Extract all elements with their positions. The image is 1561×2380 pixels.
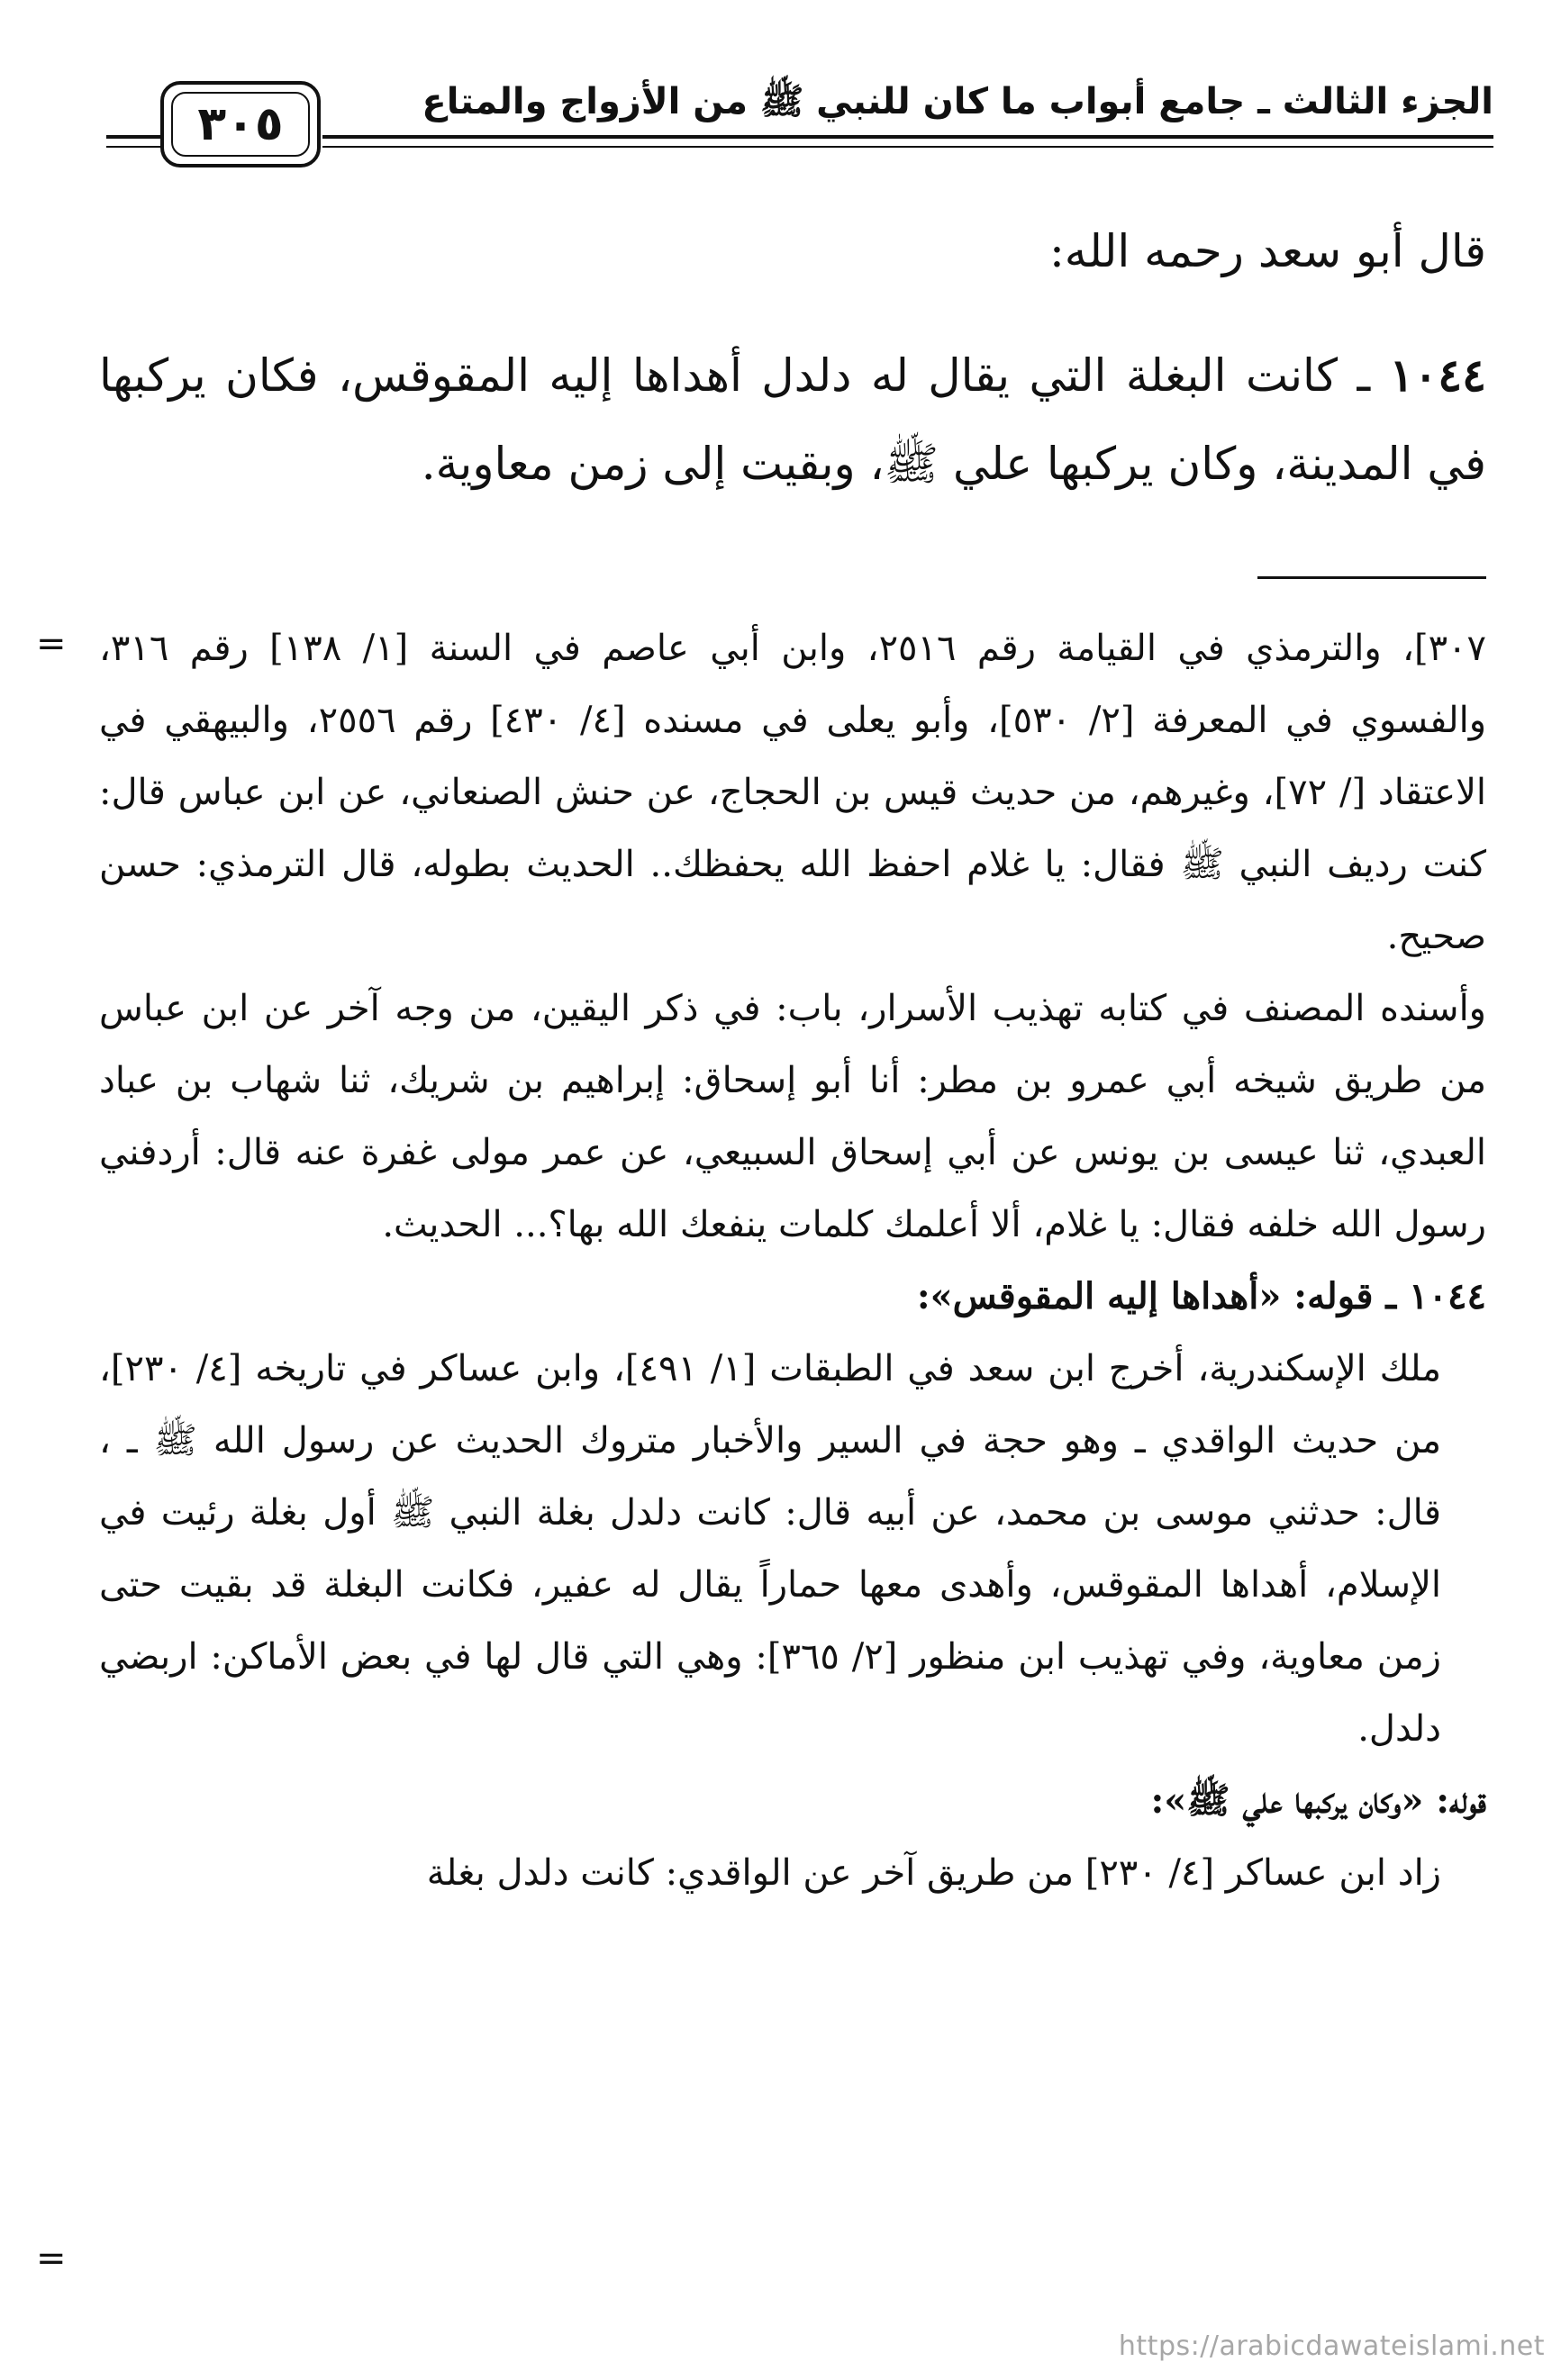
continuation-mark: = [36, 2238, 67, 2279]
header-rule [106, 146, 160, 148]
footnote-heading: قوله: «وكان يركبها علي ﷺ»: [1150, 1779, 1486, 1822]
footnote-separator [1257, 576, 1486, 579]
header-rule [322, 135, 1493, 139]
footnote-block: وأسنده المصنف في كتابه تهذيب الأسرار، باب: في ذكر اليقين، من وجه آخر عن ابن عباس من طريق شيخه أبي عمرو بن مطر: أنا أبو إسحاق: إبراهيم بن شريك، ثنا شهاب بن عباد العبدي، ثنا عيسى بن يونس عن أبي إسحاق السبيعي، عن عمر مولى غفرة عنه قال: أردفني رسول الله خلفه فقال: يا غلام، ألا أعلمك كلمات ينفعك الله بها؟... الحديث. [99, 988, 1486, 1245]
header-rule [106, 135, 160, 139]
footnote-block: ٣٠٧]، والترمذي في القيامة رقم ٢٥١٦، وابن أبي عاصم في السنة [١/ ١٣٨] رقم ٣١٦، والفسوي في المعرفة [٢/ ٥٣٠]، وأبو يعلى في مسنده [٤/ ٤٣٠] رقم ٢٥٥٦، والبيهقي في الاعتقاد [/ ٧٢]، وغيرهم، من حديث قيس بن الحجاج، عن حنش الصنعاني، عن ابن عباس قال: كنت رديف النبي ﷺ فقال: يا غلام احفظ الله يحفظك.. الحديث بطوله، قال الترمذي: حسن صحيح. [99, 628, 1487, 957]
paragraph-text: ـ كانت البغلة التي يقال له دلدل أهداها إليه المقوقس، فكان يركبها في المدينة، وكان يركبها علي ﷺ، وبقيت إلى زمن معاوية. [99, 349, 1486, 490]
footnote-body: ملك الإسكندرية، أخرج ابن سعد في الطبقات [١/ ٤٩١]، وابن عساكر في تاريخه [٤/ ٢٣٠]، من حديث الواقدي ـ وهو حجة في السير والأخبار متروك الحديث عن رسول الله ﷺ ـ ، قال: حدثني موسى بن محمد، عن أبيه قال: كانت دلدل بغلة النبي ﷺ أول بغلة رئيت في الإسلام، أهداها المقوقس، وأهدى معها حماراً يقال له عفير، فكانت البغلة قد بقيت حتى زمن معاوية، وفي تهذيب ابن منظور [٢/ ٣٦٥]: وهي التي قال لها في بعض الأماكن: اربضي دلدل. [99, 1348, 1441, 1750]
footnote-heading: ١٠٤٤ ـ قوله: «أهداها إليه المقوقس»: [916, 1275, 1486, 1317]
page-number-frame [160, 81, 321, 167]
main-paragraph [99, 331, 1486, 508]
paragraph-number: ١٠٤٤ [1389, 348, 1486, 402]
continuation-mark: = [36, 623, 67, 665]
footnote-body: زاد ابن عساكر [٤/ ٢٣٠] من طريق آخر عن الواقدي: كانت دلدل بغلة [426, 1852, 1441, 1894]
header-rule [322, 146, 1493, 148]
running-header-title: الجزء الثالث ـ جامع أبواب ما كان للنبي ﷺ من الأزواج والمتاع [422, 81, 1493, 122]
watermark-url: https://arabicdawateislami.net [1118, 2330, 1545, 2362]
page-header [106, 63, 1493, 162]
intro-line: قال أبو سعد رحمه الله: [1048, 225, 1486, 277]
page-number: ٣٠٥ [197, 97, 284, 151]
footnotes [99, 612, 1486, 1909]
